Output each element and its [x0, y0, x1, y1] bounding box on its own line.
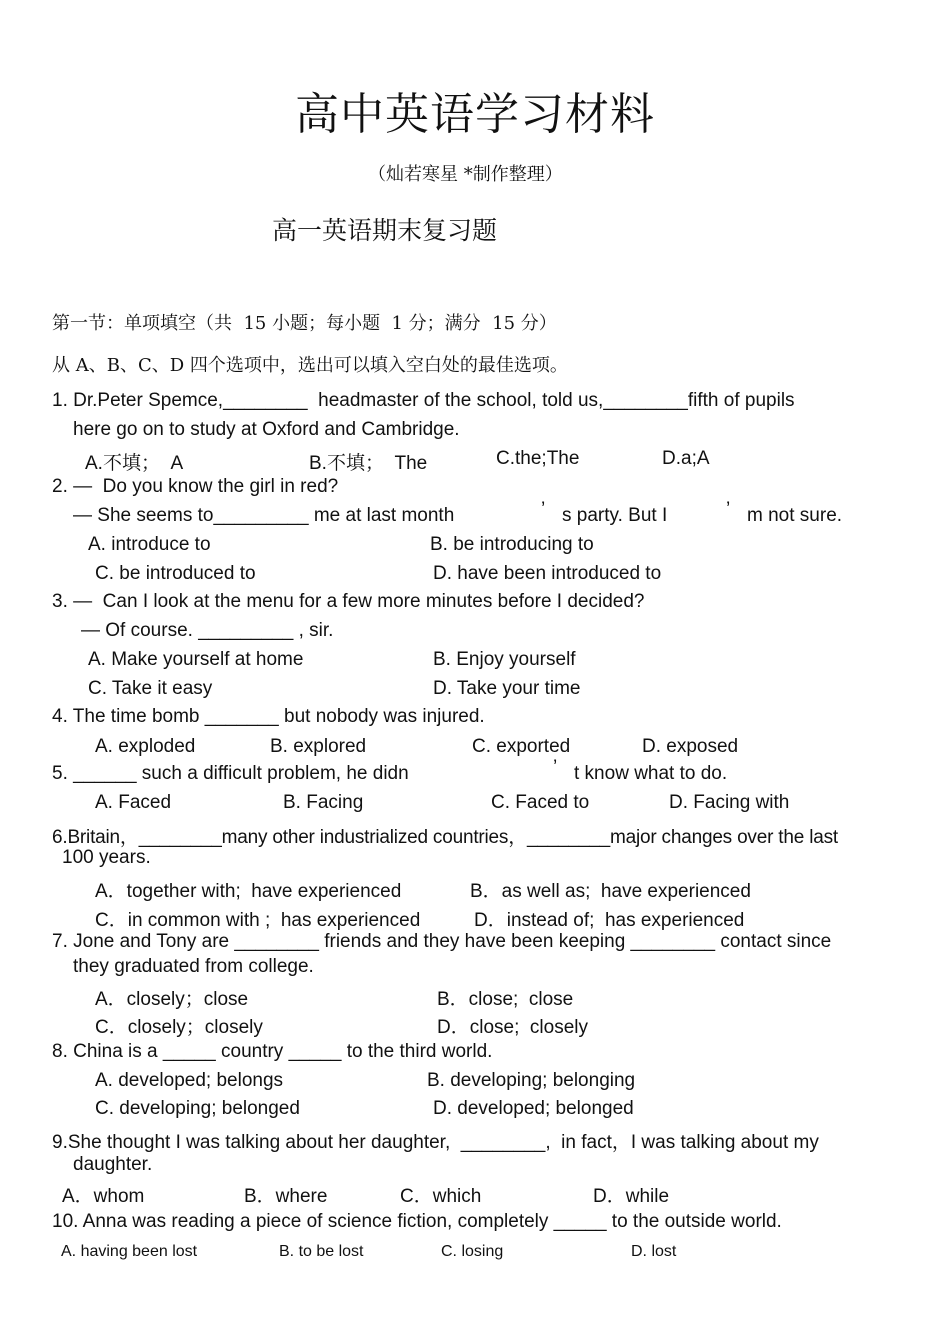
question-stem-continued: they graduated from college.	[73, 956, 314, 977]
section-instruction: 从 A、B、C、D 四个选项中，选出可以填入空白处的最佳选项。	[52, 355, 568, 376]
option-d: D. developed; belonged	[433, 1098, 634, 1119]
option-b: B．close; close	[437, 989, 574, 1010]
option-b: B. Facing	[283, 792, 364, 813]
question-stem: 6.Britain，________many other industrialized countries，________major changes over the last	[52, 827, 838, 848]
question-stem-continued: daughter.	[73, 1154, 153, 1175]
question-stem-continued: 100 years.	[62, 847, 151, 868]
option-b: B. developing; belonging	[427, 1070, 636, 1091]
option-a: A. Make yourself at home	[88, 649, 304, 670]
dialogue-reply-continued: s party. But I	[562, 505, 668, 526]
option-a: A. Faced	[95, 792, 172, 813]
option-a: A. having been lost	[61, 1243, 198, 1260]
option-a: A. introduce to	[88, 534, 211, 555]
question-stem: 9.She thought I was talking about her daughter, ________, in fact，I was talking about my	[52, 1132, 819, 1153]
option-a: A. exploded	[95, 736, 196, 757]
option-a: A．together with; have experienced	[95, 881, 402, 902]
page-title: 高中英语学习材料	[295, 89, 655, 140]
dialogue-reply: — She seems to_________ me at last month	[73, 505, 455, 526]
question-stem: 10. Anna was reading a piece of science fiction, completely _____ to the outside world.	[52, 1211, 782, 1232]
option-a: A．closely；close	[95, 989, 249, 1010]
option-a: A．whom	[62, 1186, 145, 1207]
dialogue-reply: — Of course. _________ , sir.	[81, 620, 334, 641]
option-a: A. developed; belongs	[95, 1070, 284, 1091]
apostrophe: ’	[541, 499, 546, 520]
question-stem: 2. — Do you know the girl in red?	[52, 476, 339, 497]
option-d: D．close; closely	[437, 1017, 588, 1038]
page-subtitle: （灿若寒星 *制作整理）	[368, 164, 563, 185]
option-a: A.不填； A	[85, 453, 184, 474]
option-c: C. developing; belonged	[95, 1098, 300, 1119]
option-b: B．where	[244, 1186, 328, 1207]
question-stem: 4. The time bomb _______ but nobody was injured.	[52, 706, 485, 727]
option-d: D. Facing with	[669, 792, 790, 813]
option-d: D. lost	[631, 1243, 677, 1260]
question-stem-end: t know what to do.	[574, 763, 728, 784]
question-stem: 8. China is a _____ country _____ to the third world.	[52, 1041, 493, 1062]
option-c: C. be introduced to	[95, 563, 256, 584]
option-d: D.a;A	[662, 448, 710, 469]
question-stem: 3. — Can I look at the menu for a few more minutes before I decided?	[52, 591, 645, 612]
option-d: D. have been introduced to	[433, 563, 662, 584]
option-c: C. exported	[472, 736, 571, 757]
option-b: B. explored	[270, 736, 367, 757]
option-c: C. losing	[441, 1243, 504, 1260]
apostrophe: ’	[553, 757, 558, 778]
section-heading: 第一节：单项填空（共 15 小题；每小题 1 分；满分 15 分）	[52, 313, 557, 334]
option-b: B.不填； The	[309, 453, 428, 474]
option-b: B．as well as; have experienced	[470, 881, 751, 902]
option-b: B. to be lost	[279, 1243, 364, 1260]
option-d: D. exposed	[642, 736, 739, 757]
question-stem: 7. Jone and Tony are ________ friends and they have been keeping ________ contact since	[52, 931, 832, 952]
dialogue-reply-end: m not sure.	[747, 505, 843, 526]
option-c: C．in common with ; has experienced	[95, 910, 421, 931]
option-c: C．which	[400, 1186, 482, 1207]
question-stem: 1. Dr.Peter Spemce,________ headmaster of the school, told us,________fifth of pupils	[52, 390, 795, 411]
option-b: B. Enjoy yourself	[433, 649, 576, 670]
option-d: D．while	[593, 1186, 670, 1207]
option-c: C. Take it easy	[88, 678, 213, 699]
option-c: C. Faced to	[491, 792, 590, 813]
apostrophe: ’	[726, 499, 731, 520]
option-d: D. Take your time	[433, 678, 581, 699]
exam-title: 高一英语期末复习题	[272, 216, 498, 245]
option-d: D．instead of; has experienced	[474, 910, 745, 931]
option-c: C.the;The	[496, 448, 580, 469]
option-b: B. be introducing to	[430, 534, 594, 555]
question-stem-continued: here go on to study at Oxford and Cambridge.	[73, 419, 460, 440]
question-stem: 5. ______ such a difficult problem, he didn	[52, 763, 409, 784]
option-c: C．closely；closely	[95, 1017, 263, 1038]
